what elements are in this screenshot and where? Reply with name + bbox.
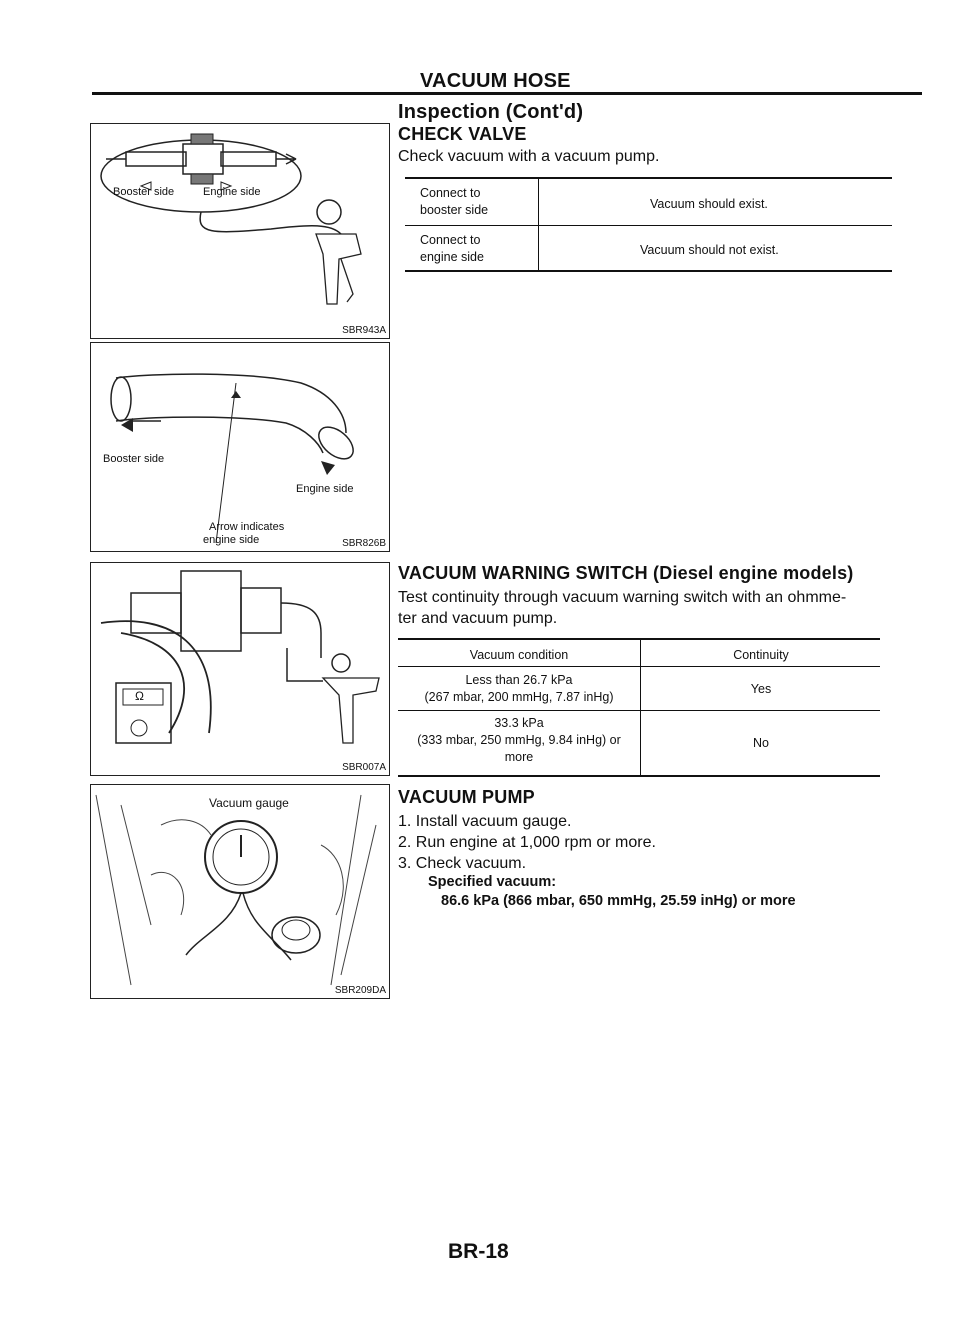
section-title: VACUUM HOSE xyxy=(420,70,571,92)
header-rule xyxy=(92,92,922,95)
warning-switch-intro xyxy=(398,587,846,629)
engine-side-label: Engine side xyxy=(296,483,354,495)
condition-line: Less than 26.7 kPa xyxy=(465,673,573,687)
spec-label: Specified vacuum: xyxy=(428,874,557,890)
condition-line: booster side xyxy=(420,203,489,217)
step-item: 3. Check vacuum. xyxy=(398,855,527,872)
condition-line: 33.3 kPa xyxy=(494,716,544,730)
subsection-title: Inspection (Cont'd) xyxy=(398,101,584,123)
step-item: 1. Install vacuum gauge. xyxy=(398,813,572,830)
vacuum-pump-steps xyxy=(398,811,656,874)
check-valve-row-2-condition xyxy=(420,232,484,266)
vacuum-gauge-illustration xyxy=(91,785,391,1000)
warning-switch-heading: VACUUM WARNING SWITCH (Diesel engine models) xyxy=(398,563,854,583)
booster-side-label: Booster side xyxy=(113,186,175,198)
condition-line: Connect to xyxy=(420,233,481,247)
switch-table-divider xyxy=(640,640,641,776)
step-item: 2. Run engine at 1,000 rpm or more. xyxy=(398,834,656,851)
figure-check-valve xyxy=(90,123,390,339)
intro-line: ter and vacuum pump. xyxy=(398,610,558,627)
switch-row-2-result: No xyxy=(753,736,769,750)
condition-line: engine side xyxy=(420,250,484,264)
figure-vacuum-gauge xyxy=(90,784,390,999)
switch-col1-header: Vacuum condition xyxy=(469,648,569,662)
switch-row-rule xyxy=(398,710,880,711)
check-valve-table-bottom xyxy=(405,270,892,272)
figure-warning-switch-test xyxy=(90,562,390,776)
switch-col2-header: Continuity xyxy=(733,648,789,662)
switch-row-1-result: Yes xyxy=(750,682,772,696)
condition-line: (267 mbar, 200 mmHg, 7.87 inHg) xyxy=(424,690,614,704)
warning-switch-illustration xyxy=(91,563,391,777)
switch-table-bottom xyxy=(398,775,880,777)
ohm-symbol: Ω xyxy=(135,689,144,703)
figure-id: SBR209DA xyxy=(334,985,386,996)
check-valve-row-2-result: Vacuum should not exist. xyxy=(640,243,779,257)
check-valve-row-1-condition xyxy=(420,185,488,219)
engine-side-label: Engine side xyxy=(203,186,261,198)
check-valve-row-divider xyxy=(405,225,892,226)
switch-table-top xyxy=(398,638,880,640)
condition-line: more xyxy=(504,750,534,764)
page-number: BR-18 xyxy=(448,1240,509,1263)
figure-hose-direction xyxy=(90,342,390,552)
check-valve-intro: Check vacuum with a vacuum pump. xyxy=(398,148,660,165)
figure-id: SBR007A xyxy=(342,762,386,773)
check-valve-table-top xyxy=(405,177,892,179)
figure-id: SBR943A xyxy=(342,325,386,336)
booster-side-label: Booster side xyxy=(103,453,165,465)
condition-line: Connect to xyxy=(420,186,481,200)
arrow-label: Arrow indicates xyxy=(209,521,285,533)
check-valve-illustration xyxy=(91,124,391,340)
arrow-label: engine side xyxy=(203,534,260,546)
switch-row-1-condition xyxy=(400,672,638,706)
check-valve-heading: CHECK VALVE xyxy=(398,124,527,144)
vacuum-gauge-label: Vacuum gauge xyxy=(209,796,289,810)
condition-line: (333 mbar, 250 mmHg, 9.84 inHg) or xyxy=(417,733,621,747)
switch-row-2-condition xyxy=(400,715,638,766)
switch-header-rule xyxy=(398,666,880,667)
check-valve-row-1-result: Vacuum should exist. xyxy=(650,197,768,211)
intro-line: Test continuity through vacuum warning switch with an ohmme- xyxy=(398,589,847,606)
figure-id: SBR826B xyxy=(342,538,386,549)
vacuum-pump-heading: VACUUM PUMP xyxy=(398,787,535,807)
spec-value: 86.6 kPa (866 mbar, 650 mmHg, 25.59 inHg) or more xyxy=(441,893,796,909)
